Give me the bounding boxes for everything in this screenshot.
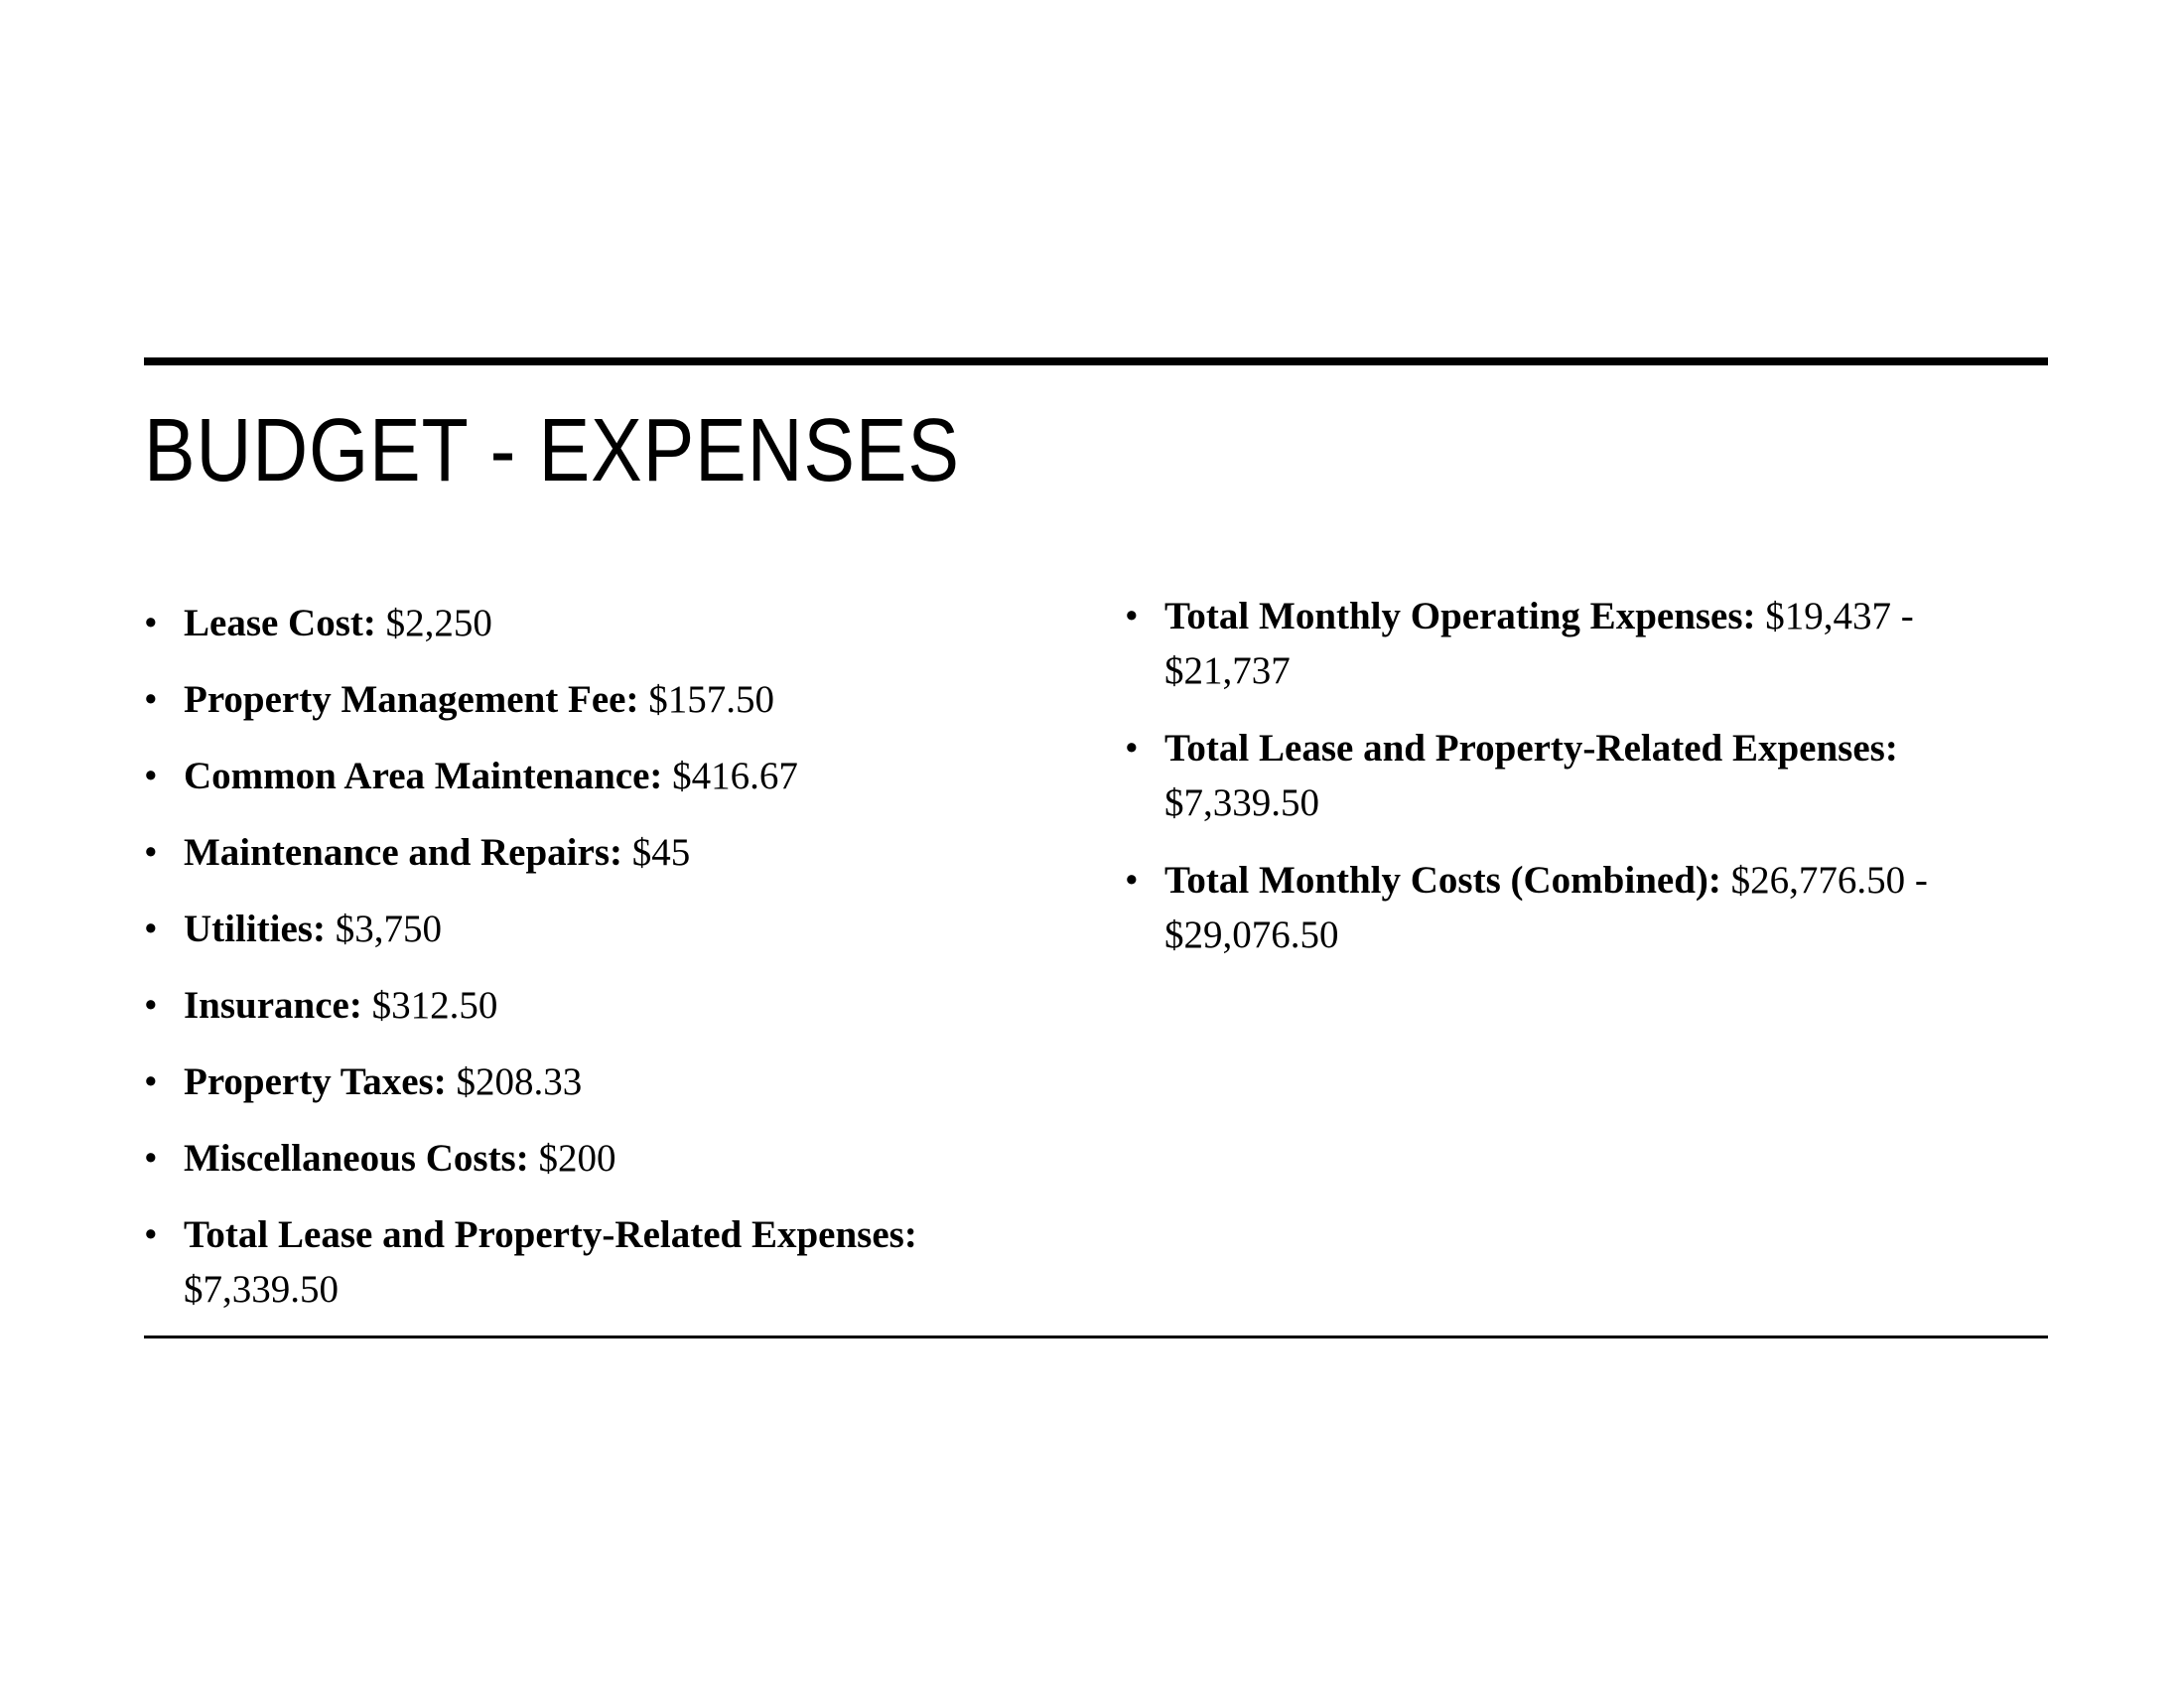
list-item (144, 1131, 988, 1186)
item-label: Common Area Maintenance: (184, 755, 663, 797)
item-value: $45 (631, 831, 691, 874)
list-item (144, 902, 988, 956)
list-item (1125, 589, 1988, 698)
item-label: Property Management Fee: (184, 678, 639, 721)
item-label: Total Monthly Operating Expenses: (1164, 595, 1756, 637)
bullet-icon: • (144, 1137, 158, 1180)
item-value: $416.67 (672, 755, 798, 797)
list-item (1125, 721, 1988, 830)
bullet-icon: • (144, 678, 158, 721)
item-label: Property Taxes: (184, 1060, 447, 1103)
expense-list-left (144, 596, 988, 1338)
bullet-icon: • (144, 831, 158, 874)
item-value: $2,250 (385, 602, 492, 644)
item-label: Miscellaneous Costs: (184, 1137, 529, 1180)
item-value: $19,437 - $21,737 (1164, 595, 1914, 692)
item-label: Total Lease and Property-Related Expenses: (184, 1213, 917, 1256)
item-label: Total Monthly Costs (Combined): (1164, 859, 1721, 902)
bullet-icon: • (1125, 595, 1139, 637)
item-value: $3,750 (335, 908, 442, 950)
list-item (144, 825, 988, 880)
list-item (144, 978, 988, 1033)
item-value: $200 (538, 1137, 616, 1180)
list-item (144, 749, 988, 803)
item-label: Insurance: (184, 984, 362, 1027)
list-item (144, 596, 988, 650)
item-label: Utilities: (184, 908, 326, 950)
bullet-icon: • (144, 908, 158, 950)
bottom-divider (144, 1336, 2048, 1338)
item-value: $7,339.50 (1164, 781, 1319, 824)
list-item (144, 672, 988, 727)
slide-title: BUDGET - EXPENSES (144, 401, 960, 500)
top-divider (144, 357, 2048, 365)
bullet-icon: • (144, 1060, 158, 1103)
bullet-icon: • (144, 602, 158, 644)
item-value: $26,776.50 - $29,076.50 (1164, 859, 1928, 956)
item-value: $157.50 (648, 678, 774, 721)
item-label: Total Lease and Property-Related Expenses: (1164, 727, 1898, 770)
list-item (144, 1207, 988, 1317)
item-value: $208.33 (456, 1060, 583, 1103)
item-label: Lease Cost: (184, 602, 376, 644)
list-item (144, 1055, 988, 1109)
bullet-icon: • (1125, 859, 1139, 902)
list-item (1125, 853, 1988, 962)
expense-list-right (1125, 589, 1988, 985)
bullet-icon: • (144, 984, 158, 1027)
bullet-icon: • (144, 1213, 158, 1256)
item-value: $7,339.50 (184, 1268, 339, 1311)
item-label: Maintenance and Repairs: (184, 831, 622, 874)
bullet-icon: • (144, 755, 158, 797)
bullet-icon: • (1125, 727, 1139, 770)
item-value: $312.50 (371, 984, 498, 1027)
